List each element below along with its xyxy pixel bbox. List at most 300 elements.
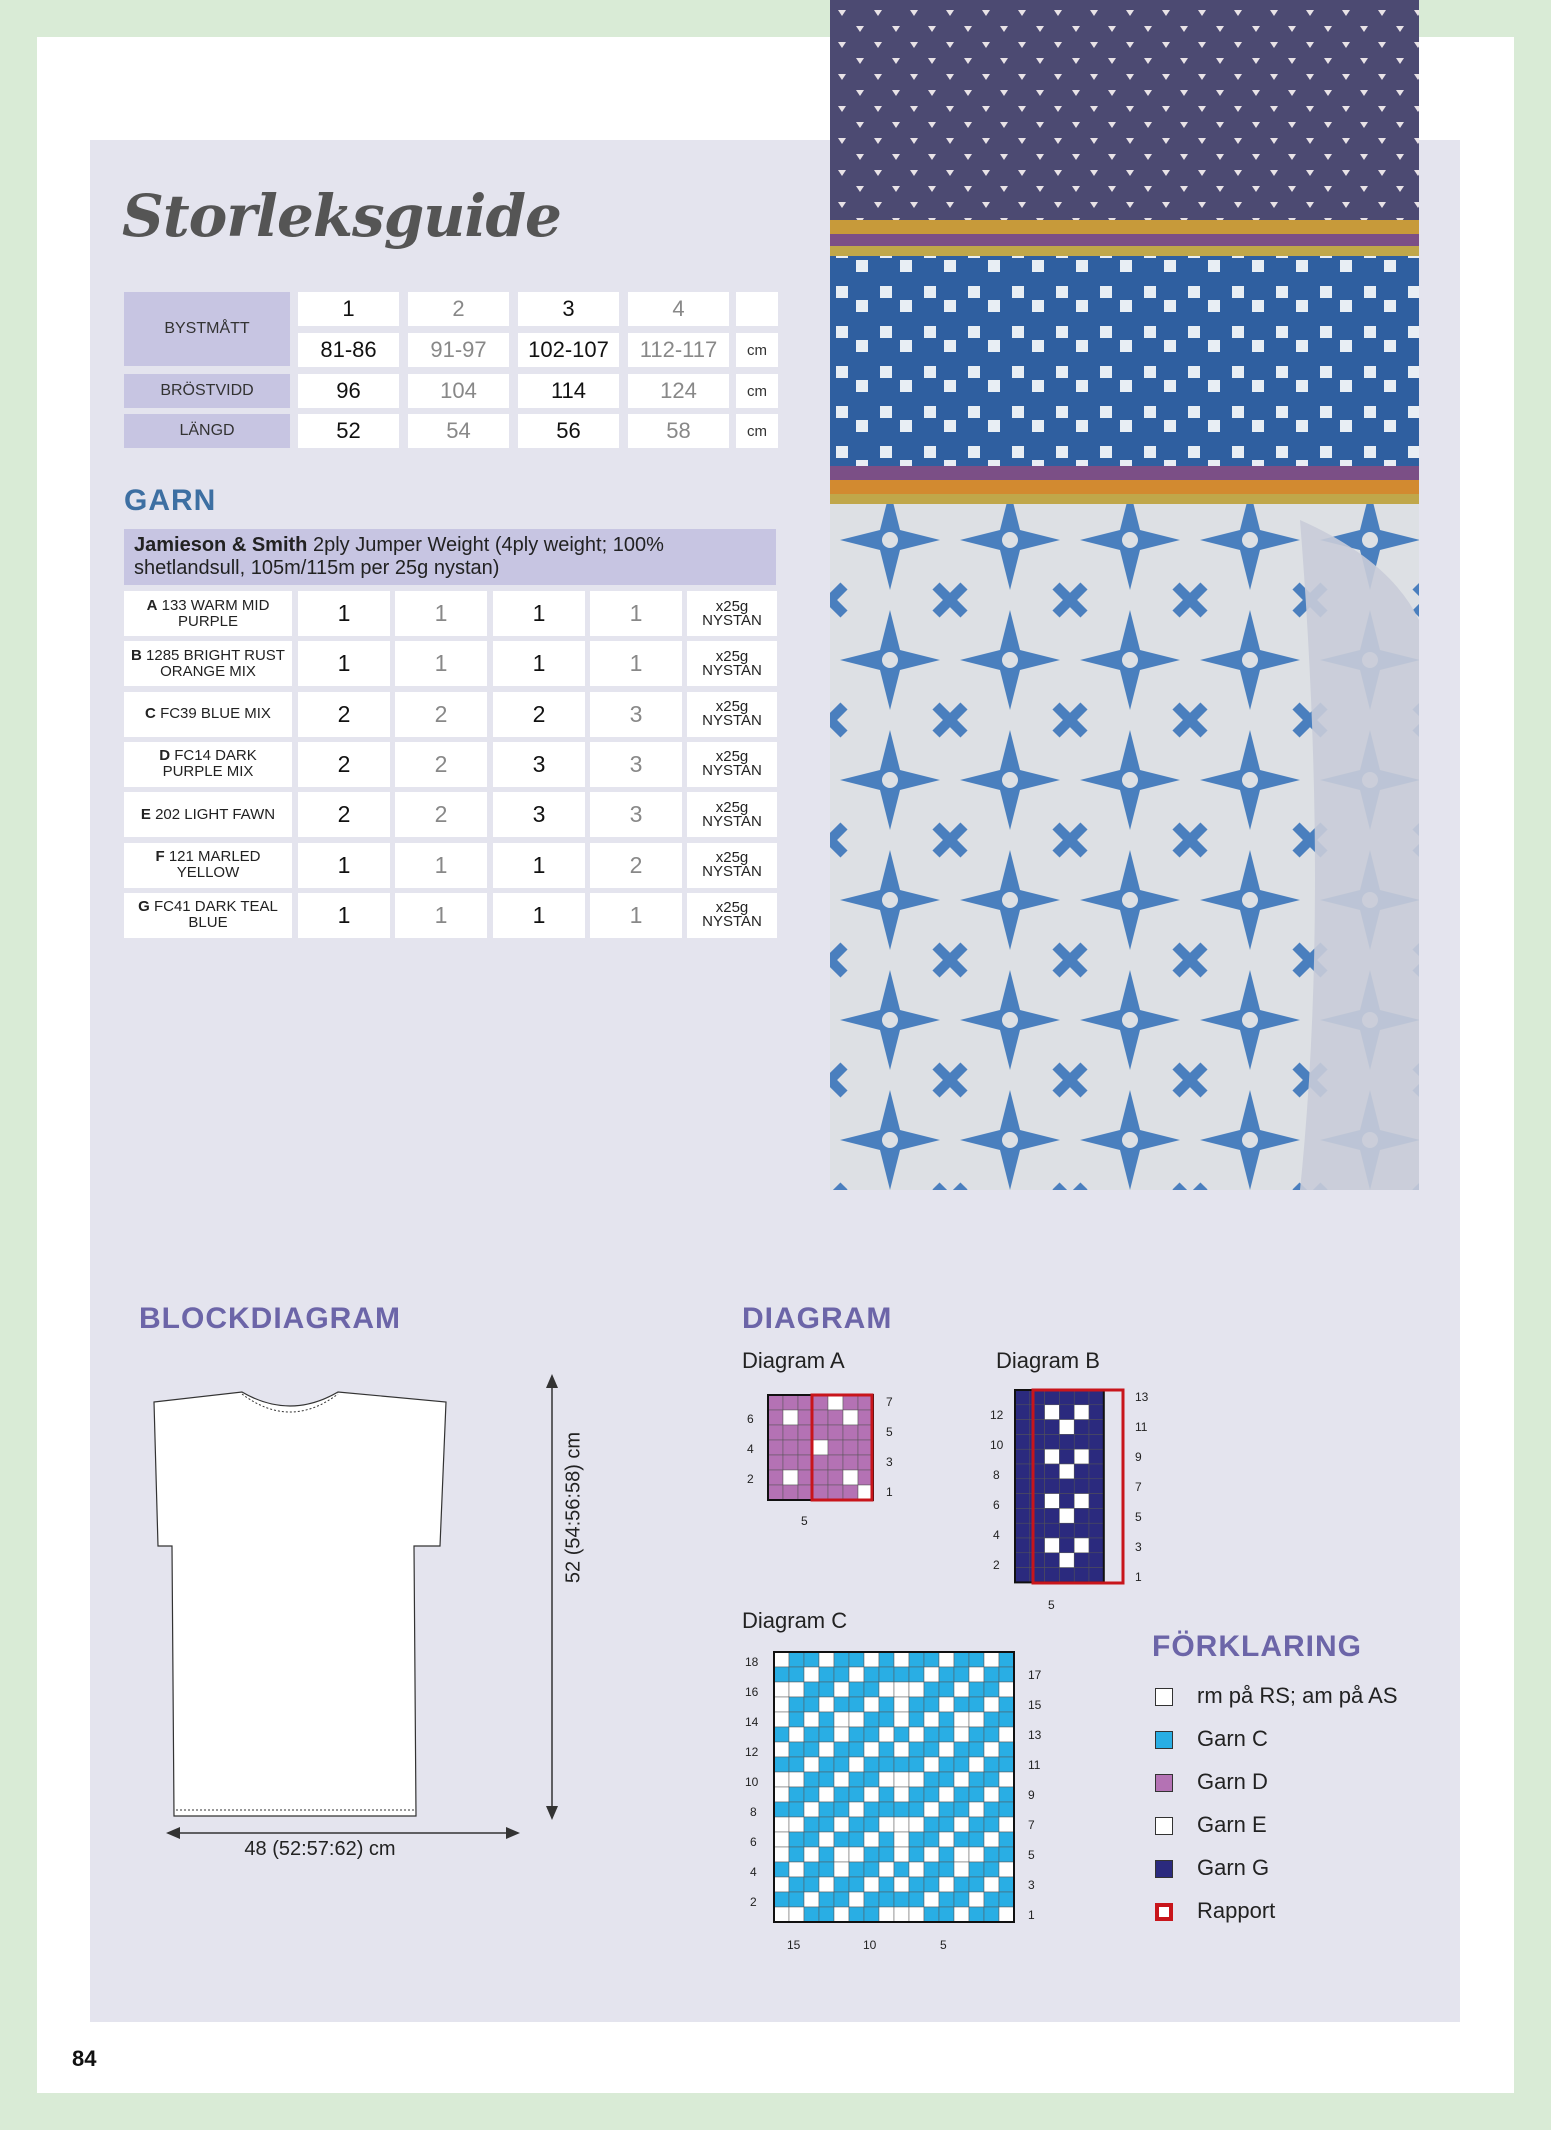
yarn-name: FC41 DARK TEAL BLUE [153,898,278,932]
chart-stitch [789,1697,804,1712]
chart-stitch [879,1772,894,1787]
chart-stitch [783,1470,798,1485]
yarn-quantity: 2 [298,742,390,787]
chart-stitch [999,1697,1014,1712]
chart-stitch [789,1742,804,1757]
chart-stitch [834,1757,849,1772]
chart-stitch [864,1802,879,1817]
chart-stitch [819,1862,834,1877]
length-value: 56 [518,414,619,448]
chart-stitch [1074,1420,1089,1435]
chart-row-number: 6 [750,1835,757,1849]
chart-stitch [969,1877,984,1892]
chart-stitch [1074,1494,1089,1509]
chart-row-number: 15 [1028,1698,1042,1712]
chart-row-number: 12 [990,1408,1004,1422]
chart-stitch [969,1847,984,1862]
chart-row-number: 7 [886,1395,893,1409]
chart-stitch [984,1757,999,1772]
blue-square-icon [1155,1731,1173,1749]
bust-value: 81-86 [298,333,399,367]
yarn-label [124,843,292,888]
chart-stitch [984,1907,999,1922]
chart-stitch [1045,1523,1060,1538]
chart-stitch [1059,1420,1074,1435]
chart-stitch [774,1667,789,1682]
chart-stitch [834,1802,849,1817]
bust-value: 102-107 [518,333,619,367]
chart-stitch [834,1907,849,1922]
chest-value: 96 [298,374,399,408]
chart-stitch [843,1455,858,1470]
yarn-unit [687,692,777,737]
chart-stitch [939,1772,954,1787]
yarn-quantity: 1 [590,591,682,636]
yarn-unit-type: NYSTAN [702,611,762,629]
chart-stitch [819,1817,834,1832]
yarn-name: 202 LIGHT FAWN [155,805,276,823]
diagram-a-title: Diagram A [742,1348,845,1373]
chart-stitch [984,1667,999,1682]
chart-stitch [768,1440,783,1455]
yarn-quantity: 2 [395,792,487,837]
chart-stitch [999,1772,1014,1787]
yarn-label [124,742,292,787]
yarn-quantity: 2 [298,792,390,837]
chart-stitch [924,1877,939,1892]
chart-stitch [969,1907,984,1922]
chart-stitch [894,1802,909,1817]
chart-stitch [969,1817,984,1832]
yarn-label [124,893,292,938]
chart-row-number: 2 [750,1895,757,1909]
chart-stitch [984,1847,999,1862]
chart-stitch [984,1832,999,1847]
chart-stitch [1045,1449,1060,1464]
chart-stitch [999,1802,1014,1817]
chart-row-number: 10 [745,1775,759,1789]
white-square-icon [1155,1817,1173,1835]
chart-stitch [789,1727,804,1742]
chart-stitch [984,1862,999,1877]
chart-stitch [1089,1449,1104,1464]
chart-stitch [834,1697,849,1712]
bust-unit: cm [736,333,778,367]
chart-row-number: 10 [990,1438,1004,1452]
chart-stitch [999,1652,1014,1667]
yarn-unit [687,591,777,636]
yarn-unit-weight: x25g [715,647,749,665]
chart-stitch [768,1455,783,1470]
chart-stitch [789,1712,804,1727]
chart-row-number: 11 [1028,1758,1041,1772]
chart-stitch [813,1410,828,1425]
chart-stitch [864,1907,879,1922]
chart-stitch [1059,1449,1074,1464]
chart-stitch [894,1697,909,1712]
chart-stitch [939,1652,954,1667]
chart-stitch [834,1832,849,1847]
length-unit: cm [736,414,778,448]
yarn-unit [687,893,777,938]
yarn-unit-type: NYSTAN [702,863,762,880]
chart-stitch [1059,1434,1074,1449]
chart-stitch [894,1817,909,1832]
chart-stitch [939,1742,954,1757]
yarn-letter: E [140,805,151,823]
chart-stitch [1045,1538,1060,1553]
chart-stitch [849,1697,864,1712]
chart-stitch [939,1832,954,1847]
chart-stitch [939,1712,954,1727]
chart-row-number: 2 [993,1558,1000,1572]
chart-stitch [834,1772,849,1787]
yarn-quantity: 3 [590,692,682,737]
chart-stitch [999,1667,1014,1682]
yarn-letter: F [155,848,165,865]
chart-stitch [909,1742,924,1757]
chart-stitch [804,1727,819,1742]
chest-value: 124 [628,374,729,408]
chart-row-number: 9 [1028,1788,1035,1802]
chart-stitch [774,1727,789,1742]
chart-stitch [783,1455,798,1470]
chart-row-number: 6 [747,1412,754,1426]
chart-stitch [984,1727,999,1742]
chart-stitch [864,1772,879,1787]
chart-stitch [834,1712,849,1727]
chart-stitch [924,1787,939,1802]
chart-stitch [954,1787,969,1802]
chart-stitch [879,1892,894,1907]
chart-stitch [1089,1494,1104,1509]
yarn-quantity: 1 [493,893,585,938]
chart-stitch [999,1877,1014,1892]
chart-stitch [924,1892,939,1907]
chart-row-number: 13 [1028,1728,1042,1742]
chart-stitch [804,1772,819,1787]
chart-stitch [819,1847,834,1862]
bust-value: 91-97 [408,333,509,367]
chart-stitch [1089,1568,1104,1583]
chart-stitch [924,1847,939,1862]
chart-stitch [774,1712,789,1727]
yarn-unit-weight: x25g [715,597,749,615]
chart-stitch [1089,1434,1104,1449]
chart-stitch [984,1682,999,1697]
chart-stitch [1074,1449,1089,1464]
chart-stitch [954,1862,969,1877]
diagram-a-chart [766,1393,876,1507]
chart-stitch [954,1682,969,1697]
diagram-heading: DIAGRAM [742,1302,893,1335]
chart-stitch [819,1787,834,1802]
chart-stitch [774,1817,789,1832]
yarn-name: 121 MARLED YELLOW [168,848,261,881]
chart-stitch [1045,1420,1060,1435]
chart-stitch [894,1877,909,1892]
yarn-quantity: 1 [395,641,487,686]
chart-stitch [819,1727,834,1742]
chart-stitch [909,1832,924,1847]
chart-stitch [879,1682,894,1697]
yarn-unit-weight: x25g [715,849,749,866]
chart-stitch [879,1847,894,1862]
chart-stitch [864,1862,879,1877]
yarn-quantity: 3 [590,792,682,837]
chart-stitch [879,1817,894,1832]
chart-stitch [894,1742,909,1757]
chart-stitch [999,1727,1014,1742]
chart-stitch [804,1742,819,1757]
chart-stitch [909,1727,924,1742]
chart-stitch [999,1847,1014,1862]
chart-stitch [879,1787,894,1802]
chart-stitch [789,1892,804,1907]
chart-stitch [909,1772,924,1787]
chart-row-number: 8 [750,1805,757,1819]
chart-stitch [789,1787,804,1802]
chart-stitch [1074,1434,1089,1449]
chart-row-number: 17 [1028,1668,1042,1682]
chart-stitch [879,1742,894,1757]
chart-stitch [879,1727,894,1742]
chart-stitch [1015,1479,1030,1494]
chart-stitch [813,1485,828,1500]
size-row-label: BYSTMÅTT [124,292,290,366]
chart-stitch [909,1697,924,1712]
chart-stitch [849,1832,864,1847]
chart-stitch [819,1892,834,1907]
yarn-letter: D [159,747,171,765]
chart-stitch [969,1697,984,1712]
yarn-unit-type: NYSTAN [702,661,762,679]
chart-stitch [954,1802,969,1817]
chart-stitch [1015,1508,1030,1523]
chart-stitch [864,1787,879,1802]
chart-row-number: 6 [993,1498,1000,1512]
yarn-unit-type: NYSTAN [702,812,762,830]
chart-stitch [783,1410,798,1425]
chart-stitch [954,1667,969,1682]
chart-stitch [909,1817,924,1832]
chart-stitch [969,1832,984,1847]
chest-unit: cm [736,374,778,408]
chart-stitch [1045,1508,1060,1523]
chart-stitch [774,1697,789,1712]
chart-stitch [843,1425,858,1440]
size-number: 4 [628,292,729,326]
chart-row-number: 12 [745,1745,759,1759]
chart-stitch [999,1832,1014,1847]
chart-stitch [1015,1538,1030,1553]
chart-row-number: 3 [1135,1540,1142,1554]
chart-stitch [969,1802,984,1817]
chart-stitch [984,1772,999,1787]
chart-stitch [804,1892,819,1907]
chart-stitch [1015,1390,1030,1405]
chart-stitch [774,1742,789,1757]
chart-stitch [864,1742,879,1757]
chart-stitch [819,1682,834,1697]
chart-stitch [969,1727,984,1742]
chart-stitch [1089,1508,1104,1523]
chart-stitch [1045,1494,1060,1509]
legend-item-label: Garn C [1197,1726,1268,1751]
chart-stitch [849,1757,864,1772]
chart-stitch [1015,1568,1030,1583]
chart-stitch [879,1712,894,1727]
chart-row-number: 7 [1028,1818,1035,1832]
yarn-quantity: 3 [493,792,585,837]
chart-stitch [1045,1479,1060,1494]
diagram-b-chart [1013,1388,1125,1592]
chart-stitch [864,1727,879,1742]
chart-stitch [828,1470,843,1485]
chart-row-number: 5 [940,1938,947,1952]
chart-stitch [774,1832,789,1847]
chart-stitch [924,1817,939,1832]
chart-stitch [834,1682,849,1697]
chart-stitch [1059,1538,1074,1553]
page-title: Storleksguide [122,182,561,250]
yarn-label [124,641,292,686]
chart-stitch [999,1907,1014,1922]
legend-item-label: Rapport [1197,1898,1276,1923]
chart-stitch [864,1847,879,1862]
garment-schematic [140,1370,600,1850]
chart-stitch [939,1802,954,1817]
chart-stitch [1074,1508,1089,1523]
yarn-quantity: 1 [493,641,585,686]
chart-stitch [774,1682,789,1697]
chart-stitch [774,1652,789,1667]
bust-value: 112-117 [628,333,729,367]
chart-stitch [1074,1538,1089,1553]
chart-stitch [834,1877,849,1892]
chart-stitch [924,1772,939,1787]
chart-stitch [939,1892,954,1907]
chest-value: 104 [408,374,509,408]
chart-stitch [804,1862,819,1877]
chart-row-number: 1 [1135,1570,1142,1584]
chart-stitch [1045,1553,1060,1568]
chart-stitch [1015,1523,1030,1538]
chart-stitch [804,1877,819,1892]
chart-stitch [1045,1390,1060,1405]
chart-stitch [1089,1405,1104,1420]
height-label: 52 (54:56:58) cm [562,1431,585,1584]
chart-row-number: 5 [1048,1598,1055,1612]
yarn-quantity: 2 [395,692,487,737]
yarn-unit [687,641,777,686]
chart-stitch [954,1907,969,1922]
chart-stitch [828,1395,843,1410]
chart-stitch [1015,1494,1030,1509]
chart-row-number: 1 [886,1485,893,1499]
chart-stitch [789,1847,804,1862]
chart-stitch [804,1847,819,1862]
chart-stitch [849,1907,864,1922]
chart-stitch [828,1410,843,1425]
chart-stitch [849,1787,864,1802]
yarn-description [124,529,776,585]
chart-stitch [894,1727,909,1742]
chart-stitch [954,1772,969,1787]
chart-stitch [999,1862,1014,1877]
chart-stitch [789,1862,804,1877]
length-value: 58 [628,414,729,448]
length-value: 52 [298,414,399,448]
chart-stitch [954,1832,969,1847]
chart-stitch [1074,1390,1089,1405]
chart-stitch [1045,1568,1060,1583]
chart-stitch [864,1697,879,1712]
chart-stitch [864,1682,879,1697]
chart-stitch [999,1757,1014,1772]
chart-stitch [1059,1405,1074,1420]
yarn-unit-weight: x25g [715,748,749,766]
chart-row-number: 1 [1028,1908,1035,1922]
chart-stitch [1059,1553,1074,1568]
chart-stitch [843,1395,858,1410]
chart-stitch [1089,1538,1104,1553]
chart-stitch [834,1727,849,1742]
chart-row-number: 15 [787,1938,801,1952]
chart-stitch [1015,1405,1030,1420]
chart-stitch [939,1757,954,1772]
chart-stitch [909,1652,924,1667]
chart-row-number: 4 [747,1442,754,1456]
chart-stitch [774,1892,789,1907]
chart-stitch [999,1712,1014,1727]
chart-stitch [843,1440,858,1455]
chart-stitch [768,1470,783,1485]
yarn-quantity: 1 [590,641,682,686]
chart-stitch [1089,1390,1104,1405]
chart-stitch [909,1892,924,1907]
yarn-quantity: 1 [395,893,487,938]
chart-stitch [1074,1464,1089,1479]
chart-row-number: 8 [993,1468,1000,1482]
yarn-quantity: 2 [298,692,390,737]
yarn-unit [687,843,777,888]
chart-stitch [879,1877,894,1892]
chart-stitch [804,1712,819,1727]
chart-stitch [834,1667,849,1682]
chart-stitch [834,1847,849,1862]
yarn-label [124,792,292,837]
chart-stitch [789,1877,804,1892]
chart-stitch [894,1757,909,1772]
chart-stitch [1015,1464,1030,1479]
chart-stitch [789,1652,804,1667]
chart-stitch [939,1847,954,1862]
diagram-b-title: Diagram B [996,1348,1100,1373]
yarn-label [124,692,292,737]
chart-stitch [849,1727,864,1742]
chart-stitch [819,1757,834,1772]
chart-stitch [774,1877,789,1892]
chart-stitch [969,1862,984,1877]
chart-stitch [954,1877,969,1892]
yarn-quantity: 1 [395,591,487,636]
chart-stitch [804,1667,819,1682]
chart-stitch [954,1847,969,1862]
chart-stitch [1059,1479,1074,1494]
chart-stitch [969,1772,984,1787]
chart-stitch [969,1682,984,1697]
